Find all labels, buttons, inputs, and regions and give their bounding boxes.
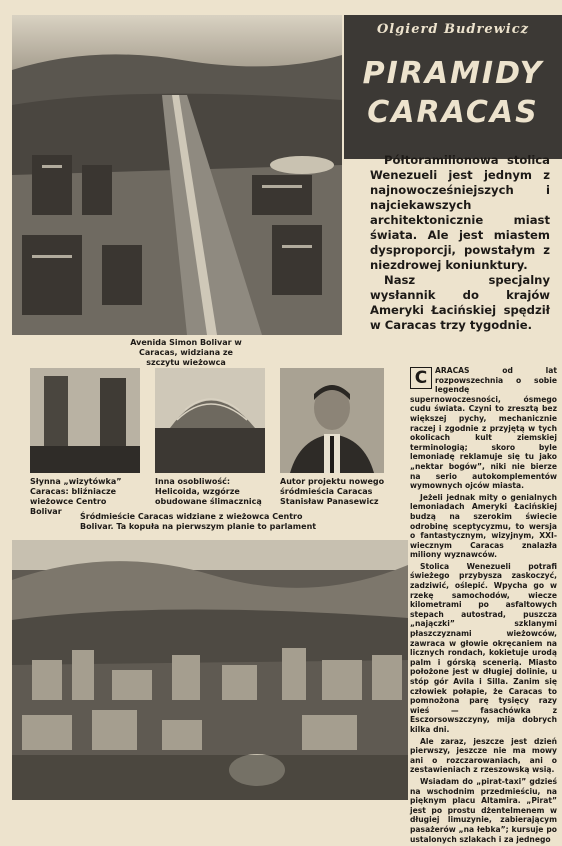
article-body xyxy=(410,366,557,846)
avenue-caption: Avenida Simon Bolivar w Caracas, widziana ze szczytu wieżowca xyxy=(130,338,242,367)
article-title-line1: PIRAMIDY xyxy=(362,56,544,91)
lead-paragraph: Półtoramilionowa stolica Wenezueli jest jednym z najnowocześniejszych i najciekawszych architektonicznie miast świata. Ale jest miastem dysproporcji, powstałym z niezdrowej koniunktury. xyxy=(370,153,550,272)
article-lead xyxy=(370,153,550,333)
towers-photo xyxy=(30,368,140,473)
architect-photo xyxy=(280,368,384,473)
body-paragraph: Jeżeli jednak mity o genialnych lemoniadach Ameryki Łacińskiej budzą na szerokim świecie odrobinę sceptycyzmu, to wersja o fantastycznym, wizyjnym, XXI-wiecznym Caracas znalazła miliony wyznawców. xyxy=(410,492,557,560)
dropcap: C xyxy=(410,367,432,389)
panorama-photo xyxy=(12,540,408,800)
towers-caption: Słynna „wizytówka” Caracas: bliźniacze wieżowce Centro Bolivar xyxy=(30,477,122,516)
avenue-photo xyxy=(12,15,342,335)
helicoide-photo xyxy=(155,368,265,473)
article-author: Olgierd Budrewicz xyxy=(376,22,530,37)
architect-caption: Autor projektu nowego śródmieścia Caracas Stanisław Panasewicz xyxy=(280,477,385,506)
article-title-line2: CARACAS xyxy=(367,95,539,130)
body-paragraph: Wsiadam do „pirat-taxi” gdzieś na wschodnim przedmieściu, na pięknym placu Altamira. „Pirat” jest po prostu dżentelmenem w długiej limuzynie, zabierającym pasażerów „na łebka”; kursuje po ustalonych szlakach i za jednego xyxy=(410,776,557,844)
body-paragraph: Ale zaraz, jeszcze jest dzień pierwszy, jeszcze nie ma mowy ani o rozczarowaniach, ani o zestawieniach z rzeszowską wsią. xyxy=(410,736,557,775)
helicoide-caption: Inna osobliwość: Helicoida, wzgórze obudowane ślimacznicą xyxy=(155,477,262,506)
body-paragraph: Stolica Wenezueli potrafi świeżego przybysza zaskoczyć, zadziwić, oślepić. Wpycha go w rzekę samochodów, wiecze kilometrami po asfaltowych stepach autostrad, puszcza „najączki” szklanymi płaszczyznami wieżowców, zawraca w głowie okręcaniem na licznych rondach, kokietuje urodą palm i górską scenerią. Miasto położone jest w długiej dolinie, u stóp gór Avila i Silla. Zanim się człowiek połapie, że Caracas to pomnożona parę tysięcy razy wieś — fasachówka z Esczorsowszczyny, mija dobrych kilka dni. xyxy=(410,561,557,734)
lead-paragraph: Nasz specjalny wysłannik do krajów Ameryki Łacińskiej spędził w Caracas trzy tygodnie. xyxy=(370,273,550,332)
body-paragraph: ARACAS od lat rozpowszechnia o sobie legendę supernowoczesności, ósmego cudu świata. Czyni to zresztą bez większej pychy, mechanicznie raczej i zgodnie z przyjętą w tych okolicach kult ziemskiej terminologią; skoro byle lemoniadę reklamuje się tu jako „nektar bogów”, niki nie bierze na serio autokomplementów wymownych ojców miasta. xyxy=(410,366,557,491)
panorama-caption: Śródmieście Caracas widziane z wieżowca Centro Bolivar. Ta kopuła na pierwszym planie to parlament xyxy=(80,512,317,531)
